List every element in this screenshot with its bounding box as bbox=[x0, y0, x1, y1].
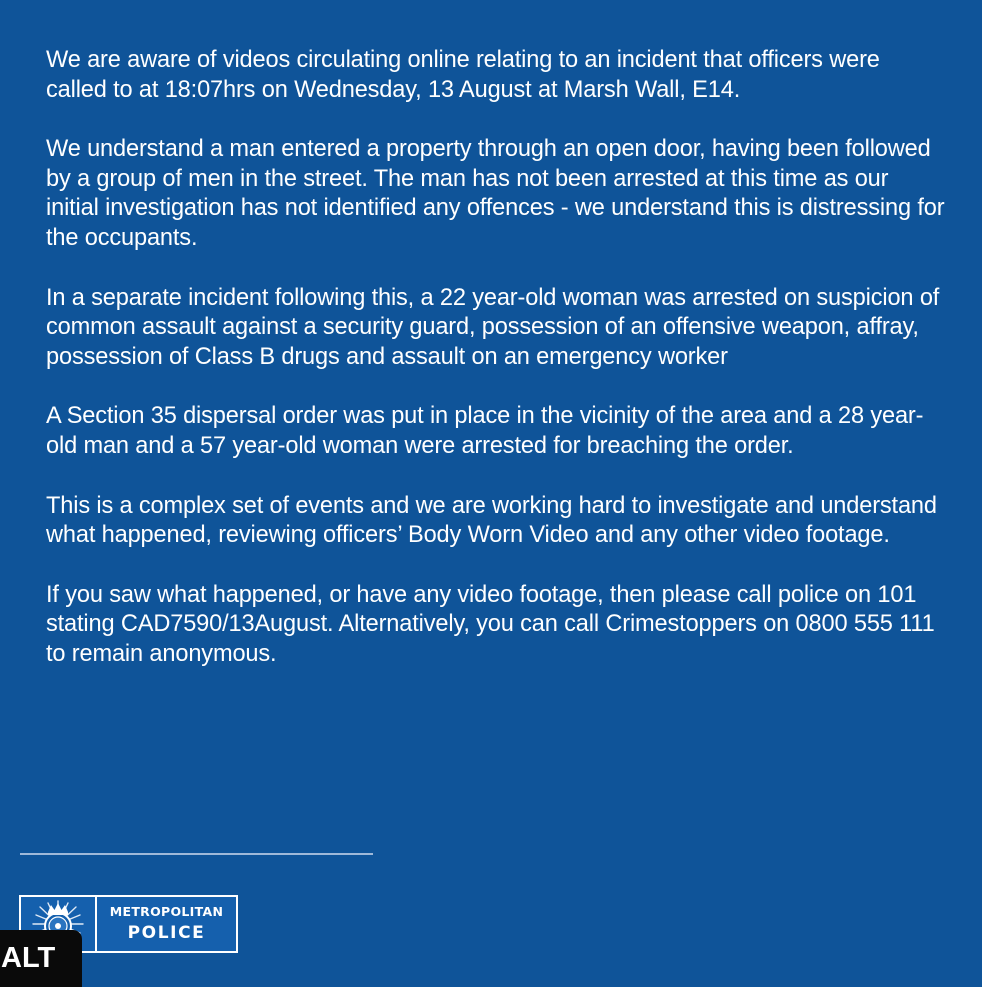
alt-text-badge[interactable]: ALT bbox=[0, 930, 82, 987]
statement-paragraph-4: A Section 35 dispersal order was put in place in the vicinity of the area and a 28 year-old man and a 57 year-old woman were arrested for breaching the order. bbox=[46, 403, 924, 459]
statement-paragraph-1: We are aware of videos circulating online relating to an incident that officers were called to at 18:07hrs on Wednesday, 13 August at Marsh Wall, E14. bbox=[46, 47, 880, 103]
logo-text-panel bbox=[95, 897, 236, 951]
police-statement bbox=[46, 46, 946, 700]
divider-line bbox=[20, 853, 373, 855]
statement-paragraph-5: This is a complex set of events and we are working hard to investigate and understand what happened, reviewing officers’ Body Worn Video and any other video footage. bbox=[46, 492, 937, 549]
statement-paragraph-3: In a separate incident following this, a 22 year-old woman was arrested on suspicion of common assault against a security guard, possession of an offensive weapon, affray, possession of Class B drugs and assault on an emergency worker bbox=[46, 284, 940, 370]
statement-paragraph-2: We understand a man entered a property through an open door, having been followed by a group of men in the street. The man has not been arrested at this time as our initial investigation has not identified any offences - we understand this is distressing for the occupants. bbox=[46, 136, 945, 251]
statement-paragraph-6: If you saw what happened, or have any video footage, then please call police on 101 stating CAD7590/13August. Alternatively, you can call Crimestoppers on 0800 555 111 to remain anonymous. bbox=[46, 581, 935, 667]
logo-text-metropolitan: METROPOLITAN bbox=[109, 904, 224, 920]
logo-text-police: POLICE bbox=[127, 922, 206, 943]
